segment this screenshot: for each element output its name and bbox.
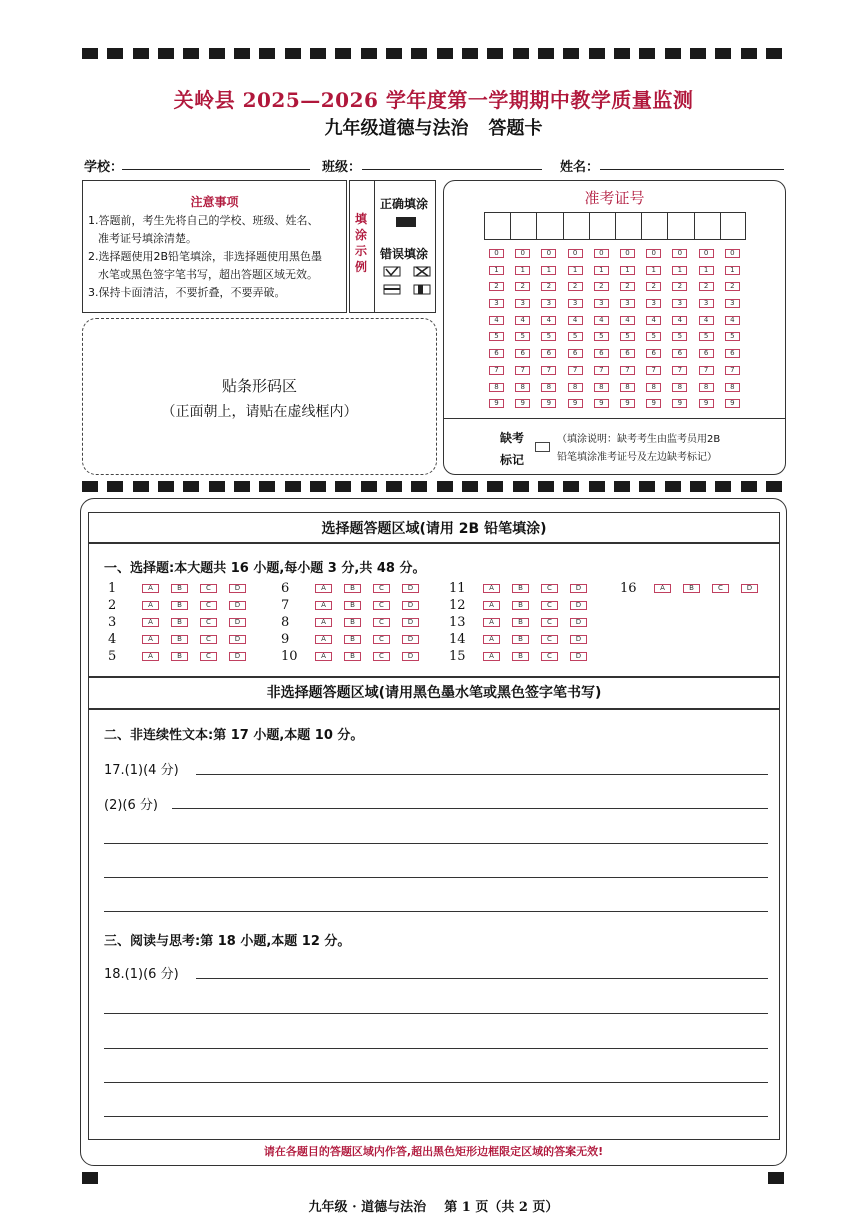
top-timing-marks bbox=[82, 48, 782, 59]
digit-bubble[interactable]: 4 bbox=[541, 316, 556, 325]
exam-id-digit-column bbox=[672, 249, 687, 408]
option-bubble[interactable]: A bbox=[483, 635, 500, 644]
digit-bubble[interactable]: 5 bbox=[568, 332, 583, 341]
class-field[interactable] bbox=[362, 156, 542, 170]
wrong-fill-marks bbox=[382, 265, 434, 299]
choice-question-row bbox=[108, 631, 246, 648]
digit-bubble[interactable]: 8 bbox=[541, 383, 556, 392]
section3-title: 三、阅读与思考:第 18 小题,本题 12 分。 bbox=[104, 934, 351, 949]
digit-bubble[interactable]: 8 bbox=[620, 383, 635, 392]
absent-note-line1: （填涂说明：缺考考生由监考员用2B bbox=[557, 434, 721, 445]
digit-bubble[interactable]: 5 bbox=[699, 332, 714, 341]
name-label: 姓名： bbox=[560, 160, 600, 175]
digit-bubble[interactable]: 6 bbox=[699, 349, 714, 358]
digit-bubble[interactable]: 7 bbox=[672, 366, 687, 375]
choice-column-4 bbox=[620, 580, 758, 597]
option-bubble[interactable]: D bbox=[229, 635, 246, 644]
exam-title: 关岭县 2025—2026 学年度第一学期期中教学质量监测 bbox=[173, 88, 694, 112]
digit-bubble[interactable]: 8 bbox=[725, 383, 740, 392]
digit-bubble[interactable]: 9 bbox=[646, 399, 661, 408]
option-bubble[interactable]: D bbox=[402, 584, 419, 593]
digit-bubble[interactable]: 9 bbox=[725, 399, 740, 408]
exam-id-digit-column bbox=[568, 249, 583, 408]
exam-id-digit-column bbox=[594, 249, 609, 408]
exam-id-digit-column bbox=[699, 249, 714, 408]
digit-bubble[interactable]: 0 bbox=[620, 249, 635, 258]
exam-id-digit-column bbox=[646, 249, 661, 408]
option-bubble[interactable]: D bbox=[570, 635, 587, 644]
option-bubble[interactable]: D bbox=[229, 652, 246, 661]
choice-question-row bbox=[281, 631, 419, 648]
option-bubble[interactable]: C bbox=[541, 652, 558, 661]
digit-bubble[interactable]: 7 bbox=[594, 366, 609, 375]
absent-note-line2: 铅笔填涂准考证号及左边缺考标记） bbox=[557, 452, 717, 463]
exam-id-digit-column bbox=[725, 249, 740, 408]
subject-label: 九年级道德与法治 bbox=[324, 118, 469, 139]
digit-bubble[interactable]: 7 bbox=[699, 366, 714, 375]
question-number: 13 bbox=[449, 615, 466, 630]
digit-bubble[interactable]: 0 bbox=[489, 249, 504, 258]
digit-bubble[interactable]: 1 bbox=[594, 266, 609, 275]
class-label: 班级： bbox=[322, 160, 362, 175]
digit-bubble[interactable]: 7 bbox=[568, 366, 583, 375]
option-bubble[interactable]: C bbox=[541, 635, 558, 644]
digit-bubble[interactable]: 2 bbox=[699, 282, 714, 291]
answer-line[interactable] bbox=[104, 1013, 768, 1014]
option-bubble[interactable]: A bbox=[142, 652, 159, 661]
digit-bubble[interactable]: 3 bbox=[620, 299, 635, 308]
digit-bubble[interactable]: 7 bbox=[515, 366, 530, 375]
option-bubble[interactable]: B bbox=[512, 601, 529, 610]
digit-bubble[interactable]: 8 bbox=[594, 383, 609, 392]
digit-bubble[interactable]: 4 bbox=[672, 316, 687, 325]
digit-bubble[interactable]: 0 bbox=[594, 249, 609, 258]
digit-bubble[interactable]: 4 bbox=[515, 316, 530, 325]
answer-line[interactable] bbox=[104, 1116, 768, 1117]
digit-bubble[interactable]: 9 bbox=[672, 399, 687, 408]
digit-bubble[interactable]: 1 bbox=[620, 266, 635, 275]
option-bubble[interactable]: B bbox=[512, 635, 529, 644]
option-bubble[interactable]: D bbox=[402, 601, 419, 610]
correct-fill-label: 正确填涂 bbox=[380, 197, 429, 211]
digit-bubble[interactable]: 6 bbox=[489, 349, 504, 358]
digit-bubble[interactable]: 6 bbox=[620, 349, 635, 358]
option-bubble[interactable]: C bbox=[200, 584, 217, 593]
option-bubble[interactable]: C bbox=[200, 618, 217, 627]
option-bubble[interactable]: A bbox=[654, 584, 671, 593]
digit-bubble[interactable]: 6 bbox=[646, 349, 661, 358]
answer-line[interactable] bbox=[104, 1048, 768, 1049]
q17-part1-label: 17.(1)(4 分) bbox=[104, 763, 179, 778]
choice-question-row bbox=[108, 648, 246, 665]
absent-label: 缺考标记 bbox=[499, 431, 524, 467]
option-bubble[interactable]: D bbox=[570, 601, 587, 610]
digit-bubble[interactable]: 5 bbox=[725, 332, 740, 341]
digit-bubble[interactable]: 6 bbox=[594, 349, 609, 358]
question-number: 3 bbox=[108, 615, 117, 630]
choice-section-title: 一、选择题:本大题共 16 小题,每小题 3 分,共 48 分。 bbox=[104, 561, 426, 576]
question-number: 7 bbox=[281, 598, 290, 613]
option-bubble[interactable]: B bbox=[171, 601, 188, 610]
digit-bubble[interactable]: 4 bbox=[568, 316, 583, 325]
option-bubble[interactable]: A bbox=[483, 652, 500, 661]
answer-line[interactable] bbox=[104, 911, 768, 912]
option-bubble[interactable]: B bbox=[171, 618, 188, 627]
option-bubble[interactable]: D bbox=[402, 635, 419, 644]
choice-question-row bbox=[449, 631, 587, 648]
question-number: 5 bbox=[108, 649, 117, 664]
digit-bubble[interactable]: 2 bbox=[594, 282, 609, 291]
digit-bubble[interactable]: 3 bbox=[672, 299, 687, 308]
option-bubble[interactable]: A bbox=[483, 618, 500, 627]
option-bubble[interactable]: C bbox=[712, 584, 729, 593]
question-number: 4 bbox=[108, 632, 117, 647]
exam-id-digit-column bbox=[541, 249, 556, 408]
digit-bubble[interactable]: 9 bbox=[489, 399, 504, 408]
choice-question-row bbox=[281, 580, 419, 597]
question-number: 8 bbox=[281, 615, 290, 630]
digit-bubble[interactable]: 0 bbox=[646, 249, 661, 258]
digit-bubble[interactable]: 4 bbox=[725, 316, 740, 325]
option-bubble[interactable]: B bbox=[171, 652, 188, 661]
option-bubble[interactable]: A bbox=[483, 601, 500, 610]
q17-part2-label: (2)(6 分) bbox=[104, 798, 158, 813]
digit-bubble[interactable]: 7 bbox=[489, 366, 504, 375]
option-bubble[interactable]: A bbox=[483, 584, 500, 593]
digit-bubble[interactable]: 1 bbox=[725, 266, 740, 275]
name-field[interactable] bbox=[600, 156, 784, 170]
boundary-warning: 请在各题目的答题区域内作答,超出黑色矩形边框限定区域的答案无效! bbox=[263, 1145, 604, 1158]
digit-bubble[interactable]: 7 bbox=[620, 366, 635, 375]
notice-item: 水笔或黑色签字笔书写，超出答题区域无效。 bbox=[98, 268, 318, 281]
option-bubble[interactable]: C bbox=[373, 618, 390, 627]
digit-bubble[interactable]: 0 bbox=[541, 249, 556, 258]
digit-bubble[interactable]: 4 bbox=[594, 316, 609, 325]
question-number: 14 bbox=[449, 632, 466, 647]
answer-line[interactable] bbox=[104, 877, 768, 878]
digit-bubble[interactable]: 0 bbox=[699, 249, 714, 258]
nonchoice-heading: 非选择题答题区域(请用黑色墨水笔或黑色签字笔书写) bbox=[266, 685, 602, 701]
digit-bubble[interactable]: 3 bbox=[515, 299, 530, 308]
option-bubble[interactable]: A bbox=[315, 618, 332, 627]
digit-bubble[interactable]: 6 bbox=[515, 349, 530, 358]
digit-bubble[interactable]: 4 bbox=[620, 316, 635, 325]
choice-question-row bbox=[108, 614, 246, 631]
fill-example-box bbox=[349, 180, 436, 313]
option-bubble[interactable]: C bbox=[373, 635, 390, 644]
option-bubble[interactable]: A bbox=[315, 584, 332, 593]
digit-bubble[interactable]: 8 bbox=[646, 383, 661, 392]
option-bubble[interactable]: B bbox=[344, 584, 361, 593]
digit-bubble[interactable]: 9 bbox=[594, 399, 609, 408]
option-bubble[interactable]: C bbox=[200, 652, 217, 661]
option-bubble[interactable]: B bbox=[344, 652, 361, 661]
digit-bubble[interactable]: 6 bbox=[568, 349, 583, 358]
card-label: 答题卡 bbox=[488, 118, 543, 139]
correct-fill-mark bbox=[396, 217, 416, 227]
option-bubble[interactable]: A bbox=[315, 652, 332, 661]
question-number: 16 bbox=[620, 581, 637, 596]
option-bubble[interactable]: C bbox=[541, 584, 558, 593]
notice-item: 2.选择题使用2B铅笔填涂，非选择题使用黑色墨 bbox=[88, 250, 323, 263]
option-bubble[interactable]: D bbox=[402, 652, 419, 661]
answer-line[interactable] bbox=[196, 774, 768, 775]
digit-bubble[interactable]: 4 bbox=[699, 316, 714, 325]
answer-line[interactable] bbox=[196, 978, 768, 979]
option-bubble[interactable]: C bbox=[200, 601, 217, 610]
option-bubble[interactable]: B bbox=[344, 635, 361, 644]
digit-bubble[interactable]: 2 bbox=[646, 282, 661, 291]
option-bubble[interactable]: D bbox=[570, 584, 587, 593]
section2-title: 二、非连续性文本:第 17 小题,本题 10 分。 bbox=[104, 728, 364, 743]
digit-bubble[interactable]: 9 bbox=[568, 399, 583, 408]
option-bubble[interactable]: A bbox=[142, 618, 159, 627]
option-bubble[interactable]: B bbox=[171, 635, 188, 644]
choice-question-row bbox=[449, 614, 587, 631]
option-bubble[interactable]: B bbox=[512, 652, 529, 661]
digit-bubble[interactable]: 3 bbox=[541, 299, 556, 308]
corner-mark-left bbox=[82, 1172, 98, 1184]
question-number: 10 bbox=[281, 649, 298, 664]
option-bubble[interactable]: C bbox=[541, 618, 558, 627]
choice-question-row bbox=[449, 580, 587, 597]
option-bubble[interactable]: A bbox=[142, 635, 159, 644]
digit-bubble[interactable]: 5 bbox=[541, 332, 556, 341]
q18-part1-label: 18.(1)(6 分) bbox=[104, 967, 179, 982]
digit-bubble[interactable]: 2 bbox=[725, 282, 740, 291]
digit-bubble[interactable]: 6 bbox=[541, 349, 556, 358]
corner-mark-right bbox=[768, 1172, 784, 1184]
option-bubble[interactable]: B bbox=[344, 618, 361, 627]
barcode-title: 贴条形码区 bbox=[221, 377, 297, 395]
question-number: 9 bbox=[281, 632, 290, 647]
digit-bubble[interactable]: 9 bbox=[620, 399, 635, 408]
choice-column-1 bbox=[108, 580, 246, 665]
digit-bubble[interactable]: 8 bbox=[515, 383, 530, 392]
question-number: 6 bbox=[281, 581, 290, 596]
choice-question-row bbox=[281, 648, 419, 665]
notice-item: 准考证号填涂清楚。 bbox=[98, 232, 197, 245]
exam-id-title: 准考证号 bbox=[584, 189, 645, 207]
absent-note bbox=[557, 431, 720, 467]
digit-bubble[interactable]: 5 bbox=[620, 332, 635, 341]
digit-bubble[interactable]: 3 bbox=[725, 299, 740, 308]
choice-question-row bbox=[449, 597, 587, 614]
digit-bubble[interactable]: 5 bbox=[672, 332, 687, 341]
digit-bubble[interactable]: 2 bbox=[672, 282, 687, 291]
option-bubble[interactable]: D bbox=[229, 601, 246, 610]
question-number: 1 bbox=[108, 581, 117, 596]
exam-id-digit-column bbox=[620, 249, 635, 408]
question-number: 15 bbox=[449, 649, 466, 664]
digit-bubble[interactable]: 9 bbox=[515, 399, 530, 408]
question-number: 2 bbox=[108, 598, 117, 613]
option-bubble[interactable]: B bbox=[171, 584, 188, 593]
digit-bubble[interactable]: 2 bbox=[515, 282, 530, 291]
digit-bubble[interactable]: 3 bbox=[699, 299, 714, 308]
digit-bubble[interactable]: 1 bbox=[672, 266, 687, 275]
option-bubble[interactable]: A bbox=[315, 635, 332, 644]
option-bubble[interactable]: A bbox=[315, 601, 332, 610]
notice-box bbox=[82, 180, 347, 313]
digit-bubble[interactable]: 1 bbox=[568, 266, 583, 275]
digit-bubble[interactable]: 6 bbox=[672, 349, 687, 358]
digit-bubble[interactable]: 2 bbox=[489, 282, 504, 291]
absent-checkbox[interactable] bbox=[535, 442, 550, 452]
choice-question-row bbox=[620, 580, 758, 597]
choice-question-row bbox=[108, 580, 246, 597]
notice-item: 3.保持卡面清洁，不要折叠，不要弄破。 bbox=[88, 286, 286, 299]
choice-question-row bbox=[449, 648, 587, 665]
digit-bubble[interactable]: 4 bbox=[646, 316, 661, 325]
digit-bubble[interactable]: 8 bbox=[672, 383, 687, 392]
option-bubble[interactable]: C bbox=[373, 584, 390, 593]
digit-bubble[interactable]: 3 bbox=[568, 299, 583, 308]
digit-bubble[interactable]: 0 bbox=[568, 249, 583, 258]
digit-bubble[interactable]: 9 bbox=[541, 399, 556, 408]
digit-bubble[interactable]: 1 bbox=[489, 266, 504, 275]
option-bubble[interactable]: C bbox=[373, 652, 390, 661]
digit-bubble[interactable]: 7 bbox=[646, 366, 661, 375]
question-number: 12 bbox=[449, 598, 466, 613]
option-bubble[interactable]: C bbox=[541, 601, 558, 610]
middle-timing-marks bbox=[82, 481, 782, 492]
digit-bubble[interactable]: 0 bbox=[672, 249, 687, 258]
option-bubble[interactable]: B bbox=[512, 584, 529, 593]
digit-bubble[interactable]: 8 bbox=[489, 383, 504, 392]
digit-bubble[interactable]: 6 bbox=[725, 349, 740, 358]
exam-id-digit-column bbox=[489, 249, 504, 408]
choice-column-2 bbox=[281, 580, 419, 665]
digit-bubble[interactable]: 1 bbox=[515, 266, 530, 275]
digit-bubble[interactable]: 0 bbox=[725, 249, 740, 258]
digit-bubble[interactable]: 2 bbox=[568, 282, 583, 291]
digit-bubble[interactable]: 3 bbox=[489, 299, 504, 308]
question-number: 11 bbox=[449, 581, 466, 596]
digit-bubble[interactable]: 1 bbox=[541, 266, 556, 275]
choice-question-row bbox=[281, 597, 419, 614]
choice-question-row bbox=[281, 614, 419, 631]
notice-body bbox=[83, 210, 346, 302]
exam-id-box bbox=[443, 180, 786, 475]
fill-example-side-label: 填涂示例 bbox=[355, 212, 368, 274]
digit-bubble[interactable]: 8 bbox=[568, 383, 583, 392]
option-bubble[interactable]: C bbox=[373, 601, 390, 610]
option-bubble[interactable]: A bbox=[142, 584, 159, 593]
digit-bubble[interactable]: 5 bbox=[515, 332, 530, 341]
notice-item: 1.答题前，考生先将自己的学校、班级、姓名、 bbox=[88, 214, 319, 227]
digit-bubble[interactable]: 2 bbox=[541, 282, 556, 291]
option-bubble[interactable]: B bbox=[683, 584, 700, 593]
digit-bubble[interactable]: 9 bbox=[699, 399, 714, 408]
answer-line[interactable] bbox=[104, 843, 768, 844]
option-bubble[interactable]: B bbox=[512, 618, 529, 627]
digit-bubble[interactable]: 5 bbox=[489, 332, 504, 341]
option-bubble[interactable]: D bbox=[229, 584, 246, 593]
wrong-fill-label: 错误填涂 bbox=[380, 247, 429, 261]
option-bubble[interactable]: D bbox=[570, 652, 587, 661]
option-bubble[interactable]: B bbox=[344, 601, 361, 610]
answer-line[interactable] bbox=[172, 808, 768, 809]
digit-bubble[interactable]: 1 bbox=[646, 266, 661, 275]
digit-bubble[interactable]: 0 bbox=[515, 249, 530, 258]
card-subtitle bbox=[0, 114, 867, 140]
page-footer: 九年级 · 道德与法治 第 1 页（共 2 页） bbox=[308, 1200, 559, 1215]
exam-id-digit-column bbox=[515, 249, 530, 408]
choice-question-row bbox=[108, 597, 246, 614]
choice-column-3 bbox=[449, 580, 587, 665]
barcode-instruction: （正面朝上，请贴在虚线框内） bbox=[161, 404, 358, 420]
digit-bubble[interactable]: 1 bbox=[699, 266, 714, 275]
option-bubble[interactable]: D bbox=[402, 618, 419, 627]
barcode-area bbox=[82, 318, 437, 475]
digit-bubble[interactable]: 4 bbox=[489, 316, 504, 325]
digit-bubble[interactable]: 3 bbox=[594, 299, 609, 308]
option-bubble[interactable]: D bbox=[741, 584, 758, 593]
option-bubble[interactable]: D bbox=[570, 618, 587, 627]
choice-heading: 选择题答题区域(请用 2B 铅笔填涂) bbox=[321, 521, 547, 537]
option-bubble[interactable]: D bbox=[229, 618, 246, 627]
digit-bubble[interactable]: 5 bbox=[594, 332, 609, 341]
option-bubble[interactable]: C bbox=[200, 635, 217, 644]
digit-bubble[interactable]: 2 bbox=[620, 282, 635, 291]
answer-line[interactable] bbox=[104, 1082, 768, 1083]
digit-bubble[interactable]: 7 bbox=[541, 366, 556, 375]
school-label: 学校： bbox=[84, 160, 124, 175]
option-bubble[interactable]: A bbox=[142, 601, 159, 610]
digit-bubble[interactable]: 7 bbox=[725, 366, 740, 375]
digit-bubble[interactable]: 3 bbox=[646, 299, 661, 308]
school-field[interactable] bbox=[122, 156, 310, 170]
digit-bubble[interactable]: 5 bbox=[646, 332, 661, 341]
notice-title: 注意事项 bbox=[190, 195, 239, 209]
exam-id-input-cells[interactable] bbox=[484, 212, 746, 240]
digit-bubble[interactable]: 8 bbox=[699, 383, 714, 392]
